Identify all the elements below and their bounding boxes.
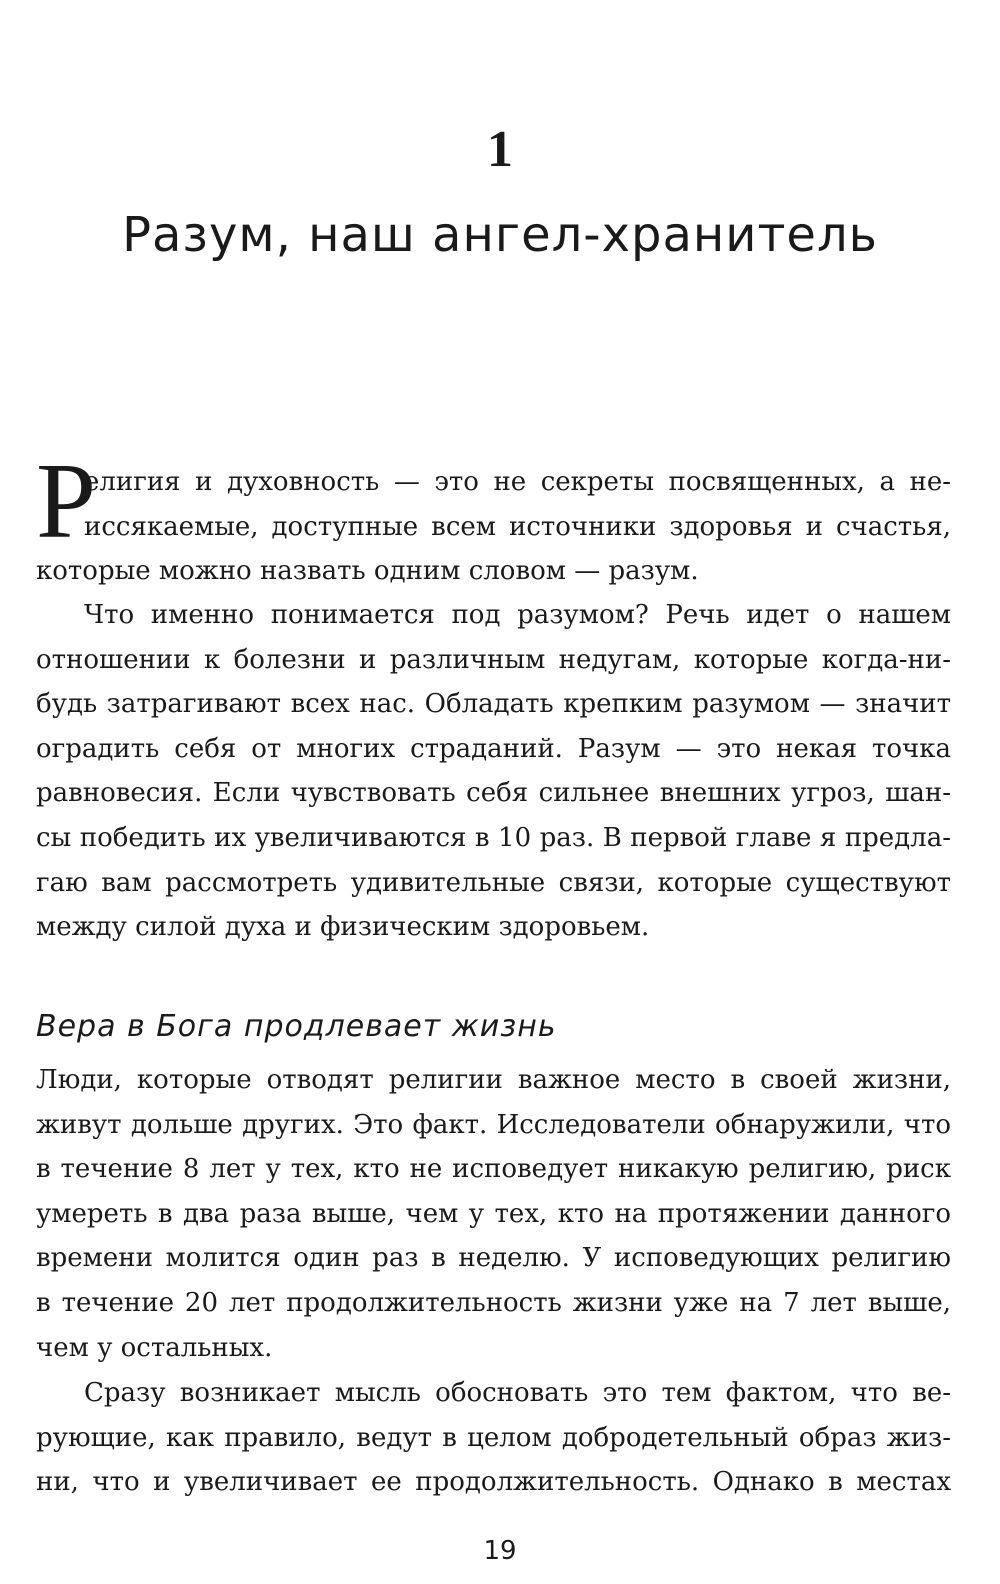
text-line: иссякаемые, доступные всем источники здоровья и счастья, [84,511,951,542]
body-paragraph [36,593,951,950]
text-line: ни, что и увеличивает ее продолжительность. Однако в местах [36,1467,951,1498]
text-line: Люди, которые отводят религии важное место в своей жизни, [36,1065,951,1095]
intro-paragraph [36,460,951,594]
text-line: живут дольше других. Это факт. Исследователи обнаружили, что [36,1109,951,1140]
text-line: сы победить их увеличиваются в 10 раз. В первой главе я предла- [36,822,951,853]
text-line: Что именно понимается под разумом? Речь идет о нашем [84,600,951,630]
text-line: в течение 20 лет продолжительность жизни уже на 7 лет выше, [36,1287,951,1318]
text-line: будь затрагивают всех нас. Обладать крепким разумом — значит [36,689,951,720]
text-line: между силой духа и физическим здоровьем. [36,912,650,943]
body-paragraph [36,1058,951,1370]
text-line: которые можно назвать одним словом — разум. [36,556,699,587]
page-number: 19 [483,1536,517,1566]
section-heading: Вера в Бога продлевает жизнь [36,1009,557,1044]
text-line: чем у остальных. [36,1332,273,1363]
text-line: умереть в два раза выше, чем у тех, кто на протяжении данного [36,1198,951,1229]
text-line: гаю вам рассмотреть удивительные связи, которые существуют [36,867,951,898]
body-paragraph [36,1371,951,1505]
text-line: елигия и духовность — это не секреты посвященных, а не- [84,467,951,497]
text-line: рующие, как правило, ведут в целом добродетельный образ жиз- [36,1422,951,1453]
text-line: оградить себя от многих страданий. Разум — это некая точка [36,733,951,764]
text-line: времени молится один раз в неделю. У исповедующих религию [36,1243,951,1274]
text-line: равновесия. Если чувствовать себя сильнее внешних угроз, шан- [36,778,951,809]
drop-cap: Р [36,442,97,561]
chapter-title: Разум, наш ангел-хранитель [122,207,878,263]
chapter-number: 1 [487,121,513,178]
text-line: Сразу возникает мысль обосновать это тем фактом, что ве- [84,1378,951,1408]
text-line: отношении к болезни и различным недугам, которые когда-ни- [36,644,951,675]
text-line: в течение 8 лет у тех, кто не исповедует никакую религию, риск [36,1154,951,1185]
